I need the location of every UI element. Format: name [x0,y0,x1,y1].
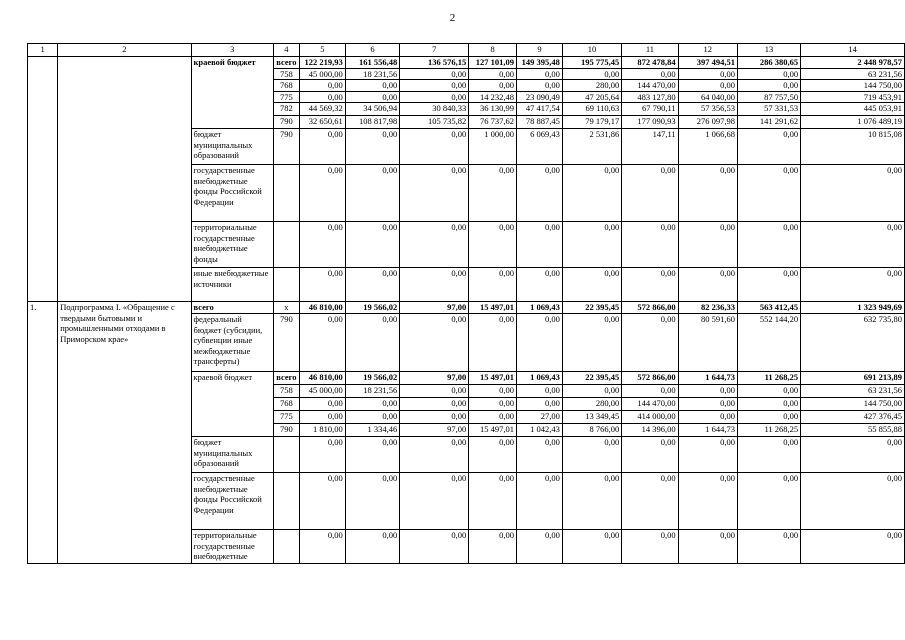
value-cell: 27,00 [517,411,563,424]
value-cell: 0,00 [299,473,345,530]
value-cell: 1 069,43 [517,302,563,314]
value-cell: 149 395,48 [517,57,563,69]
column-number: 3 [191,44,273,57]
value-cell: 97,00 [400,302,469,314]
value-cell: 0,00 [469,165,517,222]
value-cell: 0,00 [562,268,621,302]
code-cell: 775 [273,411,299,424]
value-cell: 46 810,00 [299,302,345,314]
value-cell: 144 470,00 [622,398,678,411]
code-cell: всего [273,57,299,69]
value-cell: 0,00 [400,530,469,564]
value-cell: 1 066,68 [678,129,737,165]
value-cell: 0,00 [622,222,678,268]
value-cell: 57 331,53 [737,103,800,116]
value-cell: 0,00 [299,80,345,92]
table-row [28,44,905,57]
value-cell: 87 757,50 [737,91,800,103]
value-cell: 0,00 [562,437,621,473]
value-cell: 122 219,93 [299,57,345,69]
value-cell: 0,00 [345,398,400,411]
value-cell: 97,00 [400,372,469,385]
value-cell: 195 775,45 [562,57,621,69]
code-cell: 768 [273,398,299,411]
value-cell: 15 497,01 [469,302,517,314]
source-label: бюджет муниципальных образований [191,129,273,165]
value-cell: 0,00 [678,222,737,268]
value-cell: 0,00 [299,165,345,222]
value-cell: 0,00 [622,437,678,473]
value-cell: 0,00 [737,222,800,268]
value-cell: 0,00 [678,268,737,302]
value-cell: 0,00 [562,165,621,222]
page-number: 2 [449,12,456,24]
value-cell: 0,00 [400,91,469,103]
code-cell: 790 [273,424,299,437]
value-cell: 0,00 [345,129,400,165]
value-cell: 0,00 [562,68,621,80]
source-label: краевой бюджет [191,57,273,129]
value-cell: 0,00 [400,314,469,372]
value-cell: 0,00 [400,165,469,222]
code-cell: 758 [273,385,299,398]
value-cell: 0,00 [737,268,800,302]
value-cell: 1 644,73 [678,424,737,437]
program-cell [58,57,191,302]
column-number: 9 [517,44,563,57]
value-cell: 0,00 [469,68,517,80]
code-cell: 790 [273,116,299,129]
value-cell: 15 497,01 [469,424,517,437]
value-cell: 632 735,80 [801,314,905,372]
value-cell: 144 750,00 [801,398,905,411]
source-label: всего [191,302,273,314]
value-cell: 0,00 [299,411,345,424]
value-cell: 0,00 [678,530,737,564]
code-cell [273,222,299,268]
value-cell: 47 205,64 [562,91,621,103]
value-cell: 19 566,02 [345,302,400,314]
value-cell: 18 231,56 [345,68,400,80]
value-cell: 64 040,00 [678,91,737,103]
value-cell: 0,00 [801,268,905,302]
value-cell: 0,00 [562,314,621,372]
column-number: 14 [801,44,905,57]
value-cell: 0,00 [737,530,800,564]
value-cell: 1 042,43 [517,424,563,437]
value-cell: 0,00 [345,437,400,473]
value-cell: 0,00 [622,314,678,372]
source-label: территориальные государственные внебюджетные [191,530,273,564]
column-number: 4 [273,44,299,57]
value-cell: 0,00 [299,222,345,268]
value-cell: 0,00 [400,222,469,268]
value-cell: 0,00 [299,91,345,103]
value-cell: 0,00 [469,222,517,268]
value-cell: 47 417,54 [517,103,563,116]
value-cell: 0,00 [622,530,678,564]
value-cell: 8 766,00 [562,424,621,437]
value-cell: 0,00 [400,68,469,80]
value-cell: 2 531,86 [562,129,621,165]
value-cell: 0,00 [737,398,800,411]
value-cell: 1 644,73 [678,372,737,385]
value-cell: 1 069,43 [517,372,563,385]
value-cell: 0,00 [622,385,678,398]
number-cell: 1. [28,302,58,564]
value-cell: 80 591,60 [678,314,737,372]
value-cell: 147,11 [622,129,678,165]
value-cell: 36 130,99 [469,103,517,116]
value-cell: 0,00 [737,437,800,473]
value-cell: 63 231,56 [801,68,905,80]
value-cell: 0,00 [400,129,469,165]
value-cell: 79 179,17 [562,116,621,129]
value-cell: 0,00 [517,473,563,530]
value-cell: 0,00 [469,530,517,564]
value-cell: 11 268,25 [737,372,800,385]
value-cell: 691 213,89 [801,372,905,385]
column-number: 11 [622,44,678,57]
value-cell: 1 000,00 [469,129,517,165]
column-number: 10 [562,44,621,57]
value-cell: 0,00 [622,165,678,222]
source-label: бюджет муниципальных образований [191,437,273,473]
value-cell: 0,00 [400,385,469,398]
table-row [28,302,905,314]
value-cell: 13 349,45 [562,411,621,424]
value-cell: 0,00 [400,411,469,424]
column-number: 12 [678,44,737,57]
code-cell [273,473,299,530]
value-cell: 414 000,00 [622,411,678,424]
source-label: федеральный бюджет (субсидии, субвенции иные межбюджетные трансферты) [191,314,273,372]
value-cell: 0,00 [469,80,517,92]
value-cell: 0,00 [345,268,400,302]
value-cell: 719 453,91 [801,91,905,103]
code-cell [273,437,299,473]
value-cell: 0,00 [622,68,678,80]
column-number: 8 [469,44,517,57]
value-cell: 0,00 [517,398,563,411]
value-cell: 552 144,20 [737,314,800,372]
value-cell: 97,00 [400,424,469,437]
value-cell: 0,00 [737,385,800,398]
value-cell: 0,00 [622,268,678,302]
value-cell: 0,00 [678,437,737,473]
value-cell: 0,00 [678,385,737,398]
column-number: 7 [400,44,469,57]
value-cell: 10 815,08 [801,129,905,165]
value-cell: 45 000,00 [299,385,345,398]
value-cell: 445 053,91 [801,103,905,116]
value-cell: 0,00 [469,411,517,424]
value-cell: 136 576,15 [400,57,469,69]
value-cell: 286 380,65 [737,57,800,69]
value-cell: 427 376,45 [801,411,905,424]
value-cell: 105 735,82 [400,116,469,129]
code-cell: х [273,302,299,314]
value-cell: 14 232,48 [469,91,517,103]
value-cell: 280,00 [562,80,621,92]
value-cell: 76 737,62 [469,116,517,129]
value-cell: 0,00 [400,268,469,302]
value-cell: 0,00 [737,473,800,530]
column-number: 6 [345,44,400,57]
value-cell: 572 866,00 [622,372,678,385]
value-cell: 144 750,00 [801,80,905,92]
code-cell [273,165,299,222]
value-cell: 0,00 [469,314,517,372]
value-cell: 397 494,51 [678,57,737,69]
value-cell: 11 268,25 [737,424,800,437]
value-cell: 0,00 [345,473,400,530]
value-cell: 0,00 [400,437,469,473]
value-cell: 2 448 978,57 [801,57,905,69]
source-label: государственные внебюджетные фонды Российской Федерации [191,165,273,222]
value-cell: 0,00 [678,80,737,92]
column-number: 13 [737,44,800,57]
value-cell: 0,00 [517,165,563,222]
value-cell: 177 090,93 [622,116,678,129]
value-cell: 44 569,32 [299,103,345,116]
value-cell: 0,00 [299,398,345,411]
code-cell [273,530,299,564]
value-cell: 0,00 [299,314,345,372]
code-cell [273,268,299,302]
value-cell: 0,00 [678,165,737,222]
budget-table [27,43,905,564]
value-cell: 0,00 [737,411,800,424]
value-cell: 0,00 [469,473,517,530]
value-cell: 563 412,45 [737,302,800,314]
column-number: 2 [58,44,191,57]
value-cell: 0,00 [299,129,345,165]
value-cell: 0,00 [517,314,563,372]
value-cell: 0,00 [801,437,905,473]
table-row [28,57,905,69]
subprogram-title: Подпрограмма I. «Обращение с твердыми бытовыми и промышленными отходами в Приморском крае» [58,302,191,564]
value-cell: 0,00 [345,530,400,564]
value-cell: 141 291,62 [737,116,800,129]
value-cell: 0,00 [517,385,563,398]
value-cell: 276 097,98 [678,116,737,129]
value-cell: 144 470,00 [622,80,678,92]
value-cell: 280,00 [562,398,621,411]
value-cell: 15 497,01 [469,372,517,385]
value-cell: 0,00 [801,222,905,268]
value-cell: 69 110,63 [562,103,621,116]
value-cell: 0,00 [299,530,345,564]
value-cell: 0,00 [678,411,737,424]
value-cell: 55 855,88 [801,424,905,437]
value-cell: 0,00 [678,398,737,411]
value-cell: 0,00 [469,268,517,302]
value-cell: 0,00 [345,80,400,92]
value-cell: 0,00 [299,437,345,473]
number-cell [28,57,58,302]
value-cell: 0,00 [737,165,800,222]
value-cell: 0,00 [801,530,905,564]
value-cell: 0,00 [562,222,621,268]
value-cell: 6 069,43 [517,129,563,165]
value-cell: 127 101,09 [469,57,517,69]
code-cell: 790 [273,129,299,165]
column-number: 5 [299,44,345,57]
code-cell: 758 [273,68,299,80]
value-cell: 1 810,00 [299,424,345,437]
value-cell: 23 090,49 [517,91,563,103]
value-cell: 30 840,33 [400,103,469,116]
value-cell: 57 356,53 [678,103,737,116]
value-cell: 0,00 [517,80,563,92]
value-cell: 0,00 [345,411,400,424]
value-cell: 18 231,56 [345,385,400,398]
code-cell: 775 [273,91,299,103]
value-cell: 0,00 [345,314,400,372]
value-cell: 0,00 [562,473,621,530]
code-cell: всего [273,372,299,385]
value-cell: 108 817,98 [345,116,400,129]
value-cell: 1 334,46 [345,424,400,437]
value-cell: 0,00 [345,222,400,268]
value-cell: 82 236,33 [678,302,737,314]
value-cell: 0,00 [345,91,400,103]
value-cell: 22 395,45 [562,372,621,385]
source-label: иные внебюджетные источники [191,268,273,302]
value-cell: 78 887,45 [517,116,563,129]
value-cell: 0,00 [400,398,469,411]
value-cell: 22 395,45 [562,302,621,314]
value-cell: 0,00 [801,473,905,530]
value-cell: 0,00 [737,80,800,92]
value-cell: 1 323 949,69 [801,302,905,314]
value-cell: 0,00 [469,385,517,398]
value-cell: 872 478,84 [622,57,678,69]
value-cell: 0,00 [517,268,563,302]
value-cell: 63 231,56 [801,385,905,398]
value-cell: 572 866,00 [622,302,678,314]
value-cell: 0,00 [678,473,737,530]
source-label: территориальные государственные внебюджетные фонды [191,222,273,268]
value-cell: 0,00 [737,129,800,165]
code-cell: 790 [273,314,299,372]
value-cell: 67 790,11 [622,103,678,116]
value-cell: 0,00 [562,385,621,398]
value-cell: 0,00 [517,437,563,473]
value-cell: 0,00 [345,165,400,222]
value-cell: 46 810,00 [299,372,345,385]
value-cell: 0,00 [622,473,678,530]
code-cell: 782 [273,103,299,116]
value-cell: 19 566,02 [345,372,400,385]
value-cell: 0,00 [678,68,737,80]
value-cell: 0,00 [299,268,345,302]
value-cell: 0,00 [801,165,905,222]
value-cell: 161 556,48 [345,57,400,69]
value-cell: 0,00 [469,398,517,411]
value-cell: 34 506,94 [345,103,400,116]
value-cell: 483 127,80 [622,91,678,103]
value-cell: 0,00 [517,530,563,564]
value-cell: 0,00 [469,437,517,473]
value-cell: 1 076 489,19 [801,116,905,129]
value-cell: 0,00 [400,80,469,92]
value-cell: 45 000,00 [299,68,345,80]
column-number: 1 [28,44,58,57]
value-cell: 0,00 [562,530,621,564]
code-cell: 768 [273,80,299,92]
source-label: государственные внебюджетные фонды Российской Федерации [191,473,273,530]
value-cell: 0,00 [517,68,563,80]
value-cell: 32 650,61 [299,116,345,129]
source-label: краевой бюджет [191,372,273,437]
value-cell: 0,00 [400,473,469,530]
value-cell: 0,00 [517,222,563,268]
value-cell: 0,00 [737,68,800,80]
value-cell: 14 396,00 [622,424,678,437]
